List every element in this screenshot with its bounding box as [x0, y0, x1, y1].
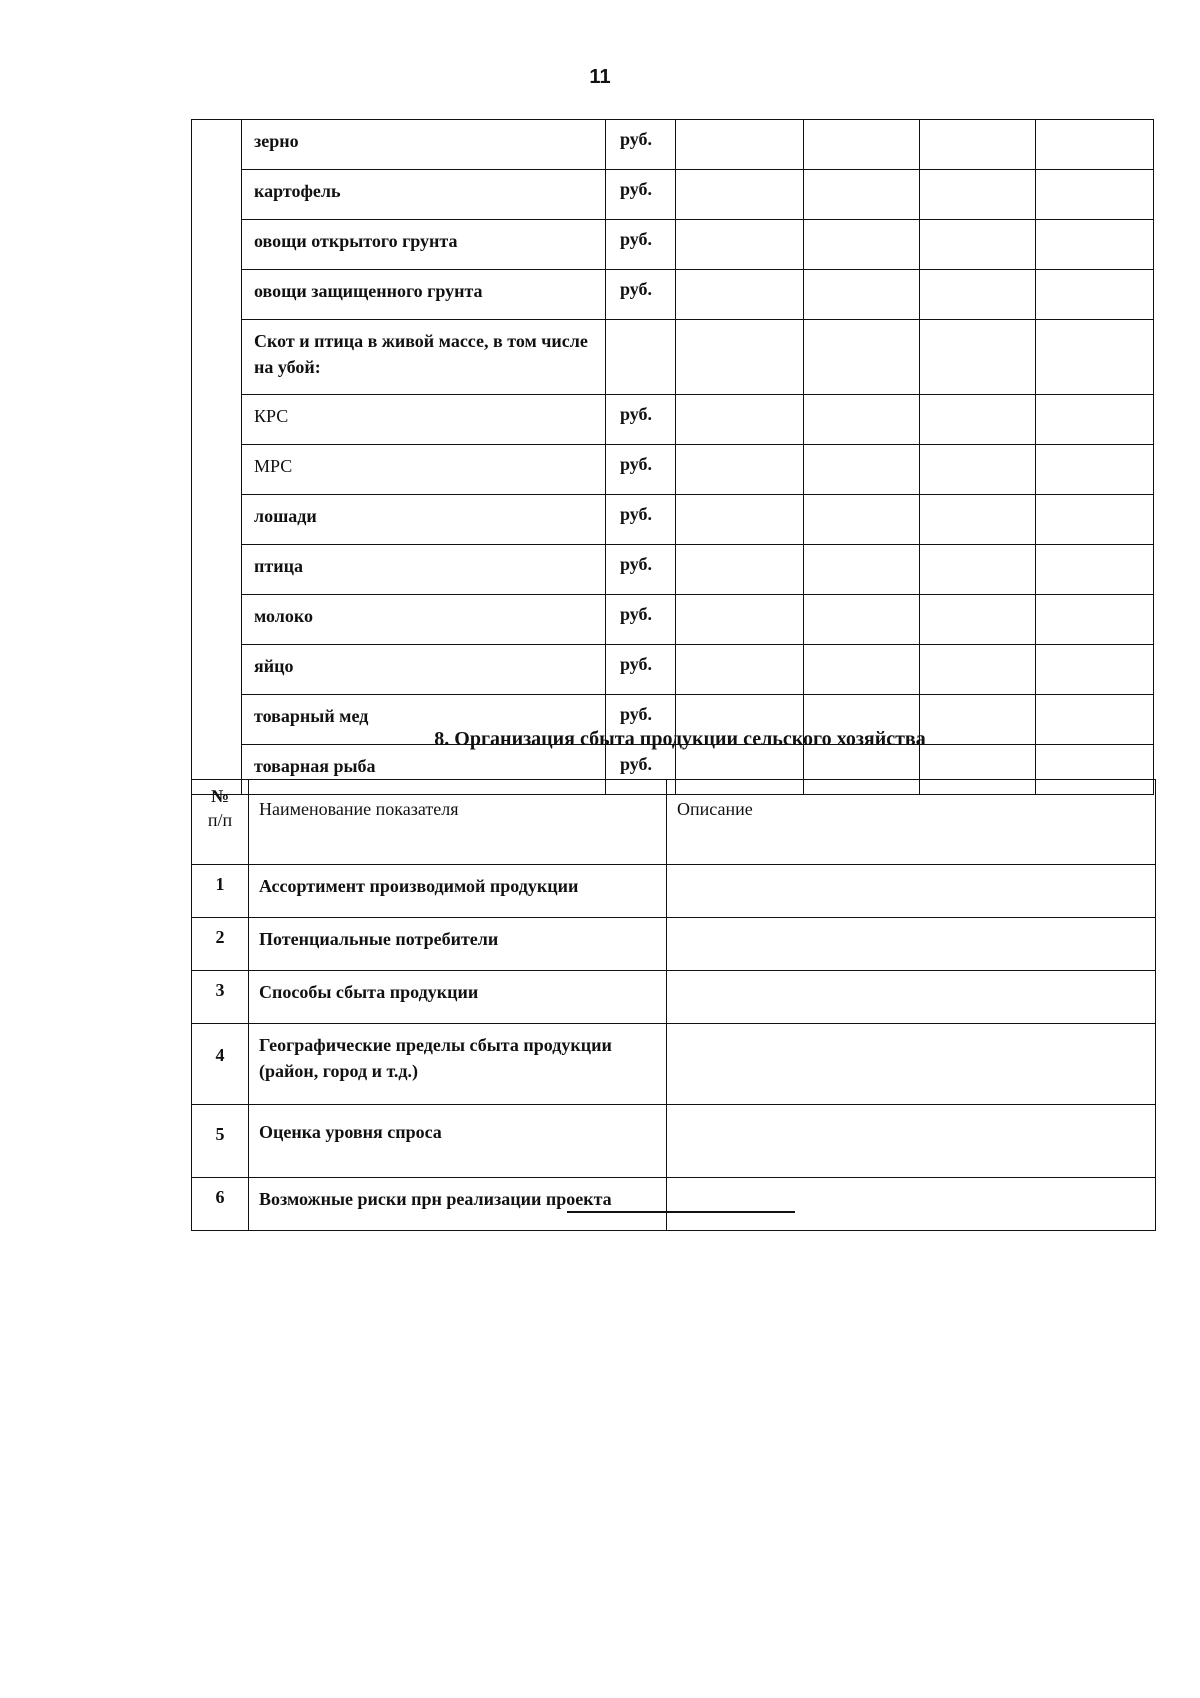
description-cell	[667, 1178, 1156, 1231]
row-number: 5	[192, 1105, 249, 1178]
value-cell	[676, 220, 804, 270]
value-cell	[1036, 645, 1154, 695]
product-name: Скот и птица в живой массе, в том числе на убой:	[242, 320, 606, 395]
description-cell	[667, 1024, 1156, 1105]
table-row	[192, 495, 1154, 545]
value-cell	[804, 270, 920, 320]
value-cell	[676, 395, 804, 445]
value-cell	[920, 120, 1036, 170]
row-number: 4	[192, 1024, 249, 1105]
value-cell	[1036, 270, 1154, 320]
description-header: Описание	[667, 780, 1156, 865]
table-row	[192, 170, 1154, 220]
number-header-symbol: №	[210, 786, 230, 806]
marketing-table	[191, 779, 1156, 1231]
product-name: товарный мед	[242, 695, 606, 745]
value-cell	[804, 495, 920, 545]
description-cell	[667, 1105, 1156, 1178]
product-name: лошади	[242, 495, 606, 545]
table-row	[192, 445, 1154, 495]
unit-cell: руб.	[606, 170, 676, 220]
value-cell	[1036, 595, 1154, 645]
indicator-name: Оценка уровня спроса	[249, 1105, 667, 1178]
indicator-name: Потенциальные потребители	[249, 918, 667, 971]
row-number: 2	[192, 918, 249, 971]
unit-cell: руб.	[606, 270, 676, 320]
value-cell	[920, 320, 1036, 395]
table-row	[192, 120, 1154, 170]
value-cell	[804, 220, 920, 270]
section-title: 8. Организация сбыта продукции сельского хозяйства	[434, 728, 926, 750]
value-cell	[920, 495, 1036, 545]
description-cell	[667, 971, 1156, 1024]
table-row	[192, 971, 1156, 1024]
value-cell	[804, 645, 920, 695]
value-cell	[920, 270, 1036, 320]
unit-cell: руб.	[606, 220, 676, 270]
product-name: овощи защищенного грунта	[242, 270, 606, 320]
value-cell	[804, 120, 920, 170]
number-header-abbrev: п/п	[207, 810, 233, 830]
value-cell	[804, 545, 920, 595]
unit-cell: руб.	[606, 495, 676, 545]
value-cell	[676, 320, 804, 395]
value-cell	[676, 170, 804, 220]
value-cell	[920, 170, 1036, 220]
table-row	[192, 918, 1156, 971]
value-cell	[676, 545, 804, 595]
value-cell	[676, 645, 804, 695]
table-row	[192, 220, 1154, 270]
indicator-name: Ассортимент производимой продукции	[249, 865, 667, 918]
unit-cell	[606, 320, 676, 395]
table-row	[192, 395, 1154, 445]
value-cell	[804, 170, 920, 220]
product-name: МРС	[242, 445, 606, 495]
product-name: зерно	[242, 120, 606, 170]
row-number: 1	[192, 865, 249, 918]
unit-cell: руб.	[606, 645, 676, 695]
number-header	[192, 780, 249, 865]
row-number: 3	[192, 971, 249, 1024]
description-cell	[667, 865, 1156, 918]
product-name: КРС	[242, 395, 606, 445]
indicator-header: Наименование показателя	[249, 780, 667, 865]
value-cell	[1036, 220, 1154, 270]
product-name: овощи открытого грунта	[242, 220, 606, 270]
product-name: картофель	[242, 170, 606, 220]
unit-cell: руб.	[606, 545, 676, 595]
unit-cell: руб.	[606, 445, 676, 495]
value-cell	[676, 270, 804, 320]
table-row	[192, 545, 1154, 595]
description-cell	[667, 918, 1156, 971]
table-row	[192, 1178, 1156, 1231]
table-row	[192, 270, 1154, 320]
product-name: птица	[242, 545, 606, 595]
page-number: 11	[589, 66, 611, 88]
row-number: 6	[192, 1178, 249, 1231]
value-cell	[1036, 545, 1154, 595]
table-header-row	[192, 780, 1156, 865]
product-name: товарная рыба	[242, 745, 606, 795]
value-cell	[1036, 120, 1154, 170]
value-cell	[1036, 445, 1154, 495]
value-cell	[676, 595, 804, 645]
value-cell	[920, 645, 1036, 695]
unit-cell: руб.	[606, 595, 676, 645]
value-cell	[1036, 320, 1154, 395]
table-row	[192, 595, 1154, 645]
value-cell	[1036, 170, 1154, 220]
indicator-name: Географические пределы сбыта продукции (район, город и т.д.)	[249, 1024, 667, 1105]
value-cell	[1036, 395, 1154, 445]
table-row	[192, 1024, 1156, 1105]
value-cell	[676, 120, 804, 170]
prices-table	[191, 119, 1154, 795]
value-cell	[920, 545, 1036, 595]
value-cell	[920, 595, 1036, 645]
value-cell	[920, 220, 1036, 270]
table-row	[192, 645, 1154, 695]
unit-cell: руб.	[606, 395, 676, 445]
value-cell	[804, 320, 920, 395]
unit-cell: руб.	[606, 695, 676, 745]
value-cell	[676, 445, 804, 495]
value-cell	[804, 395, 920, 445]
table-row	[192, 320, 1154, 395]
table-row	[192, 865, 1156, 918]
value-cell	[920, 395, 1036, 445]
table-row	[192, 1105, 1156, 1178]
value-cell	[804, 595, 920, 645]
value-cell	[804, 445, 920, 495]
value-cell	[1036, 495, 1154, 545]
merged-index-cell	[192, 120, 242, 795]
product-name: молоко	[242, 595, 606, 645]
unit-cell: руб.	[606, 120, 676, 170]
indicator-name: Способы сбыта продукции	[249, 971, 667, 1024]
closing-rule	[567, 1211, 795, 1213]
value-cell	[676, 495, 804, 545]
indicator-name: Возможные риски прн реализации проекта	[249, 1178, 667, 1231]
product-name: яйцо	[242, 645, 606, 695]
unit-cell: руб.	[606, 745, 676, 795]
value-cell	[920, 445, 1036, 495]
